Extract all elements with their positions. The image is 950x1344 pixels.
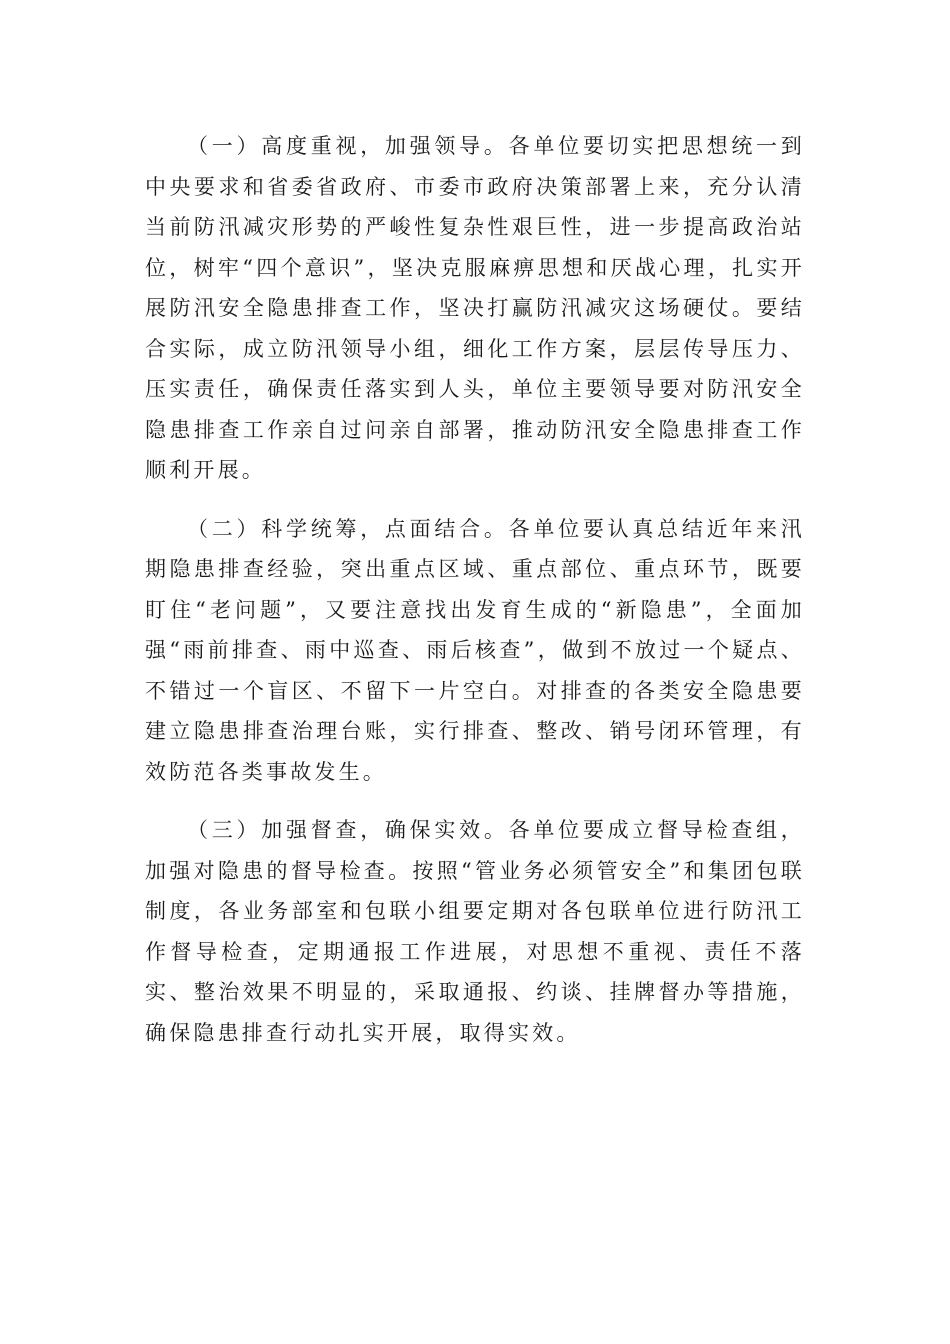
paragraph-coordination: （二）科学统筹，点面结合。各单位要认真总结近年来汛期隐患排查经验，突出重点区域、重点部位、重点环节，既要盯住“老问题”，又要注意找出发育生成的“新隐患”，全面加强“雨前排查、雨中巡查、雨后核查”，做到不放过一个疑点、不错过一个盲区、不留下一片空白。对排查的各类安全隐患要建立隐患排查治理台账，实行排查、整改、销号闭环管理，有效防范各类事故发生。 — [145, 516, 805, 784]
paragraph-supervision: （三）加强督查，确保实效。各单位要成立督导检查组，加强对隐患的督导检查。按照“管业务必须管安全”和集团包联制度，各业务部室和包联小组要定期对各包联单位进行防汛工作督导检查，定期通报工作进展，对思想不重视、责任不落实、整治效果不明显的，采取通报、约谈、挂牌督办等措施，确保隐患排查行动扎实开展，取得实效。 — [145, 818, 805, 1045]
document-body — [145, 126, 805, 1071]
paragraph-leadership: （一）高度重视，加强领导。各单位要切实把思想统一到中央要求和省委省政府、市委市政府决策部署上来，充分认清当前防汛减灾形势的严峻性复杂性艰巨性，进一步提高政治站位，树牢“四个意识”，坚决克服麻痹思想和厌战心理，扎实开展防汛安全隐患排查工作，坚决打赢防汛减灾这场硬仗。要结合实际，成立防汛领导小组，细化工作方案，层层传导压力、压实责任，确保责任落实到人头，单位主要领导要对防汛安全隐患排查工作亲自过问亲自部署，推动防汛安全隐患排查工作顺利开展。 — [145, 134, 805, 482]
